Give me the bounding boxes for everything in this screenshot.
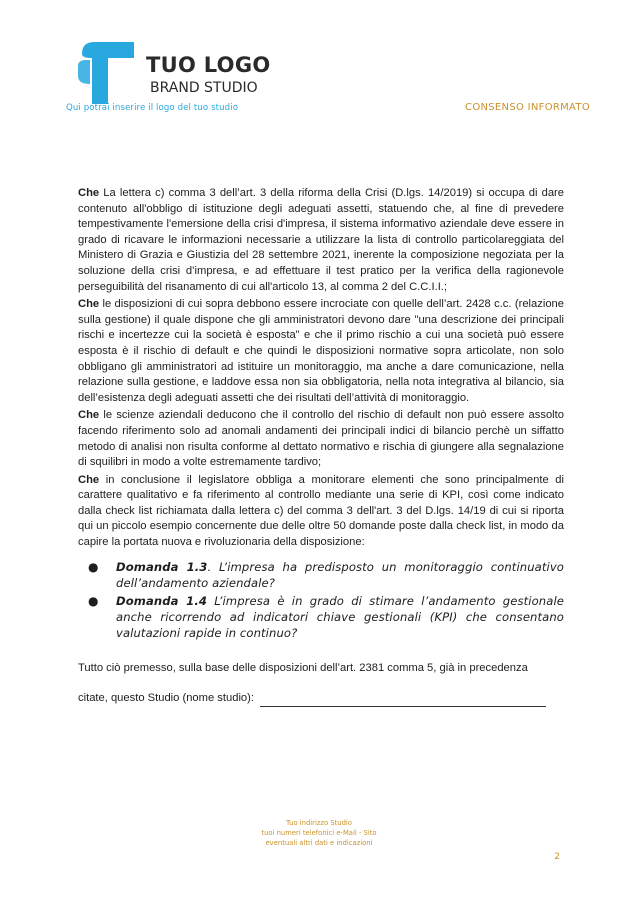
list-item	[78, 559, 564, 591]
paragraph-text: le disposizioni di cui sopra debbono essere incrociate con quelle dell’art. 2428 c.c. (relazione sulla gestione) il quale dispone che gli amministratori devono dare "una descrizione dei principali rischi e incertezze cui la società è esposta" e che il primo rischio a cui una società può essere esposta è il rischio di default e che quindi le disposizioni normative sopra articolate, non solo obbligano gli amministratori ad istituire un monitoraggio, ma anche a dare comunicazione, nella relazione sulla gestione, e laddove essa non sia obbligatoria, nella nota integrativa al bilancio, sia dell’esistenza degli adeguati assetti che dei risultati dell’attività di monitoraggio.	[78, 298, 564, 404]
paragraph	[78, 297, 564, 406]
document-body	[78, 186, 564, 707]
paragraph-keyword: Che	[78, 298, 100, 311]
brand-logo-icon	[78, 40, 136, 106]
paragraph-text: le scienze aziendali deducono che il controllo del rischio di default non può essere assolto facendo riferimento solo ad anomali andamenti dei principali indici di bilancio perchè un siffatto metodo di analisi non risulta conforme al dettato normativo e rischia di giungere alla segnalazione di squilibri in modo a volte estremamente tardivo;	[78, 409, 564, 469]
page-footer	[0, 818, 638, 848]
closing-statement	[78, 661, 564, 707]
bullet-icon: ●	[88, 559, 99, 574]
logo-title: TUO LOGO	[146, 53, 271, 77]
list-item	[78, 593, 564, 641]
paragraph	[78, 186, 564, 295]
bullet-icon: ●	[88, 593, 99, 608]
question-keyword: Domanda 1.3	[116, 559, 208, 574]
page-header	[0, 0, 638, 130]
closing-line-2-text: citate, questo Studio (nome studio):	[78, 692, 254, 705]
paragraph	[78, 408, 564, 470]
paragraph	[78, 473, 564, 551]
paragraph-text: La lettera c) comma 3 dell’art. 3 della riforma della Crisi (D.lgs. 14/2019) si occupa di dare contenuto all'obbligo di istituzione degli adeguati assetti, statuendo che, al fine di prevedere tempestivamente l'emersione della crisi d'impresa, il sistema informativo aziendale deve essere in grado di ricavare le informazioni necessarie a utilizzare la lista di controllo particolareggiata del Ministero di Grazia e Giustizia del 28 settembre 2021, inerente la composizione negoziata per la soluzione della crisi d’impresa, e ad effettuare il test pratico per la verifica della ragionevole perseguibilità del risanamento di cui all'articolo 13, al comma 2 del C.C.I.I.;	[78, 187, 564, 293]
paragraph-text: in conclusione il legislatore obbliga a monitorare elementi che sono principalmente di carattere qualitativo e fa riferimento al controllo mediante una serie di KPI, così come indicato dalla check list richiamata dalla lettera c) del comma 3 dell'art. 3 del D.lgs. 14/19 di cui si riporta qui un piccolo esempio concernente due delle oltre 50 domande poste dalla check list, in modo da capire la portata nuova e rivoluzionaria della disposizione:	[78, 473, 564, 549]
studio-name-fill-line[interactable]	[260, 693, 546, 707]
question-keyword: Domanda 1.4	[116, 593, 207, 608]
logo-subtitle: BRAND STUDIO	[150, 80, 258, 96]
question-text: . L’impresa ha predisposto un monitoraggio continuativo dell’andamento aziendale?	[116, 559, 564, 590]
question-list	[78, 559, 564, 641]
document-label: CONSENSO INFORMATO	[465, 102, 590, 113]
footer-contacts: tuoi numeri telefonici e-Mail - Sito	[261, 829, 377, 837]
paragraph-keyword: Che	[78, 409, 100, 422]
page-number: 2	[554, 852, 560, 862]
closing-line-1: Tutto ciò premesso, sulla base delle disposizioni dell’art. 2381 comma 5, già in precedenza	[78, 661, 528, 674]
paragraph-keyword: Che	[78, 187, 100, 199]
closing-line-2	[78, 691, 564, 707]
footer-address: Tuo indirizzo Studio	[286, 819, 352, 827]
question-text: L’impresa è in grado di stimare l’andamento gestionale anche ricorrendo ad indicatori chiave gestionali (KPI) che consentano valutazioni rapide in continuo?	[116, 593, 565, 640]
paragraph-keyword: Che	[78, 473, 100, 486]
logo-caption: Qui potrai inserire il logo del tuo studio	[66, 103, 239, 113]
footer-extra: eventuali altri dati e indicazioni	[265, 839, 373, 847]
